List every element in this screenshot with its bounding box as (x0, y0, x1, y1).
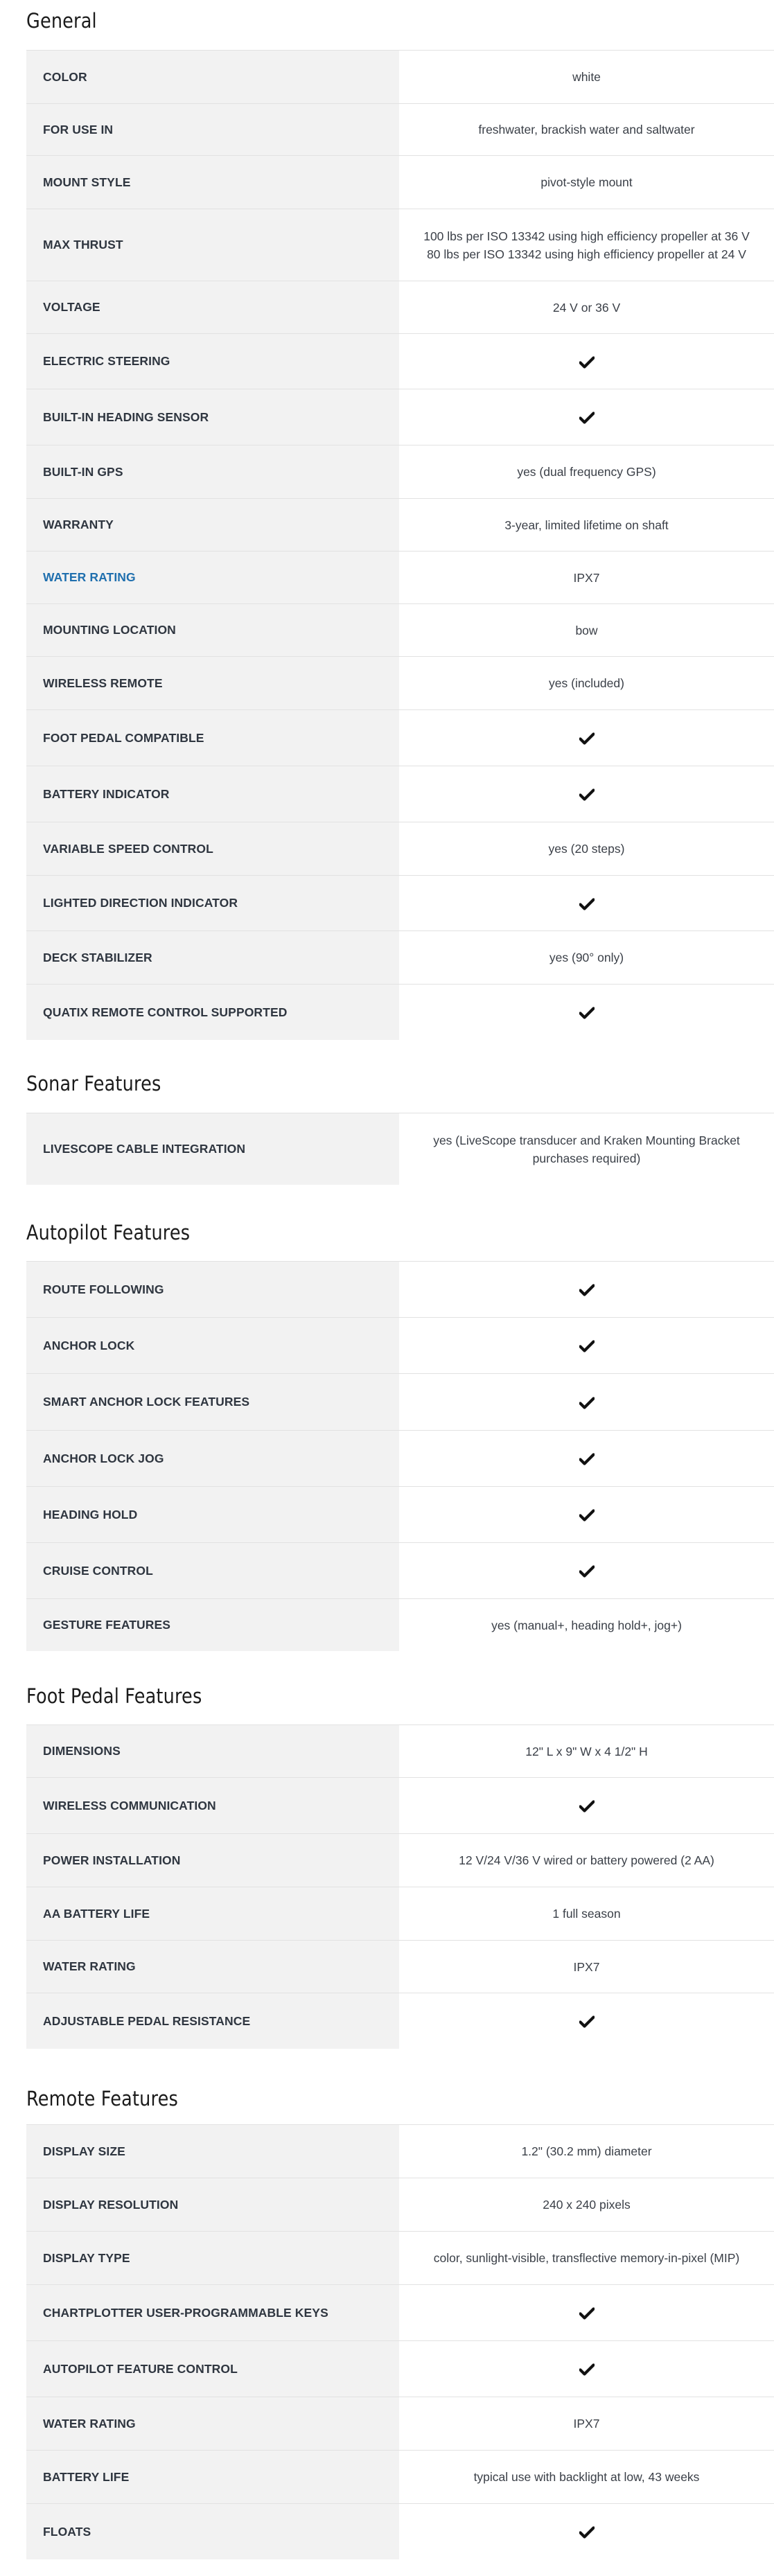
section-title: Foot Pedal Features (26, 1684, 202, 1708)
checkmark-icon (579, 2015, 595, 2027)
spec-row (26, 930, 774, 984)
spec-value (399, 1261, 774, 1317)
spec-label: ROUTE FOLLOWING (26, 1261, 399, 1317)
spec-value: 12" L x 9" W x 4 1/2" H (399, 1724, 774, 1777)
checkmark-icon (579, 1283, 595, 1296)
spec-label: SMART ANCHOR LOCK FEATURES (26, 1373, 399, 1430)
spec-row (26, 281, 774, 333)
spec-table (26, 1261, 774, 1651)
spec-row (26, 389, 774, 445)
spec-row (26, 1373, 774, 1430)
spec-label: AA BATTERY LIFE (26, 1887, 399, 1940)
spec-row (26, 498, 774, 551)
spec-row (26, 2450, 774, 2503)
spec-label: WARRANTY (26, 498, 399, 551)
section-title: Remote Features (26, 2087, 178, 2110)
spec-row (26, 445, 774, 498)
spec-value (399, 333, 774, 389)
spec-value (399, 875, 774, 930)
spec-label: DISPLAY SIZE (26, 2124, 399, 2178)
spec-value: color, sunlight-visible, transflective memory-in-pixel (MIP) (399, 2231, 774, 2284)
spec-value (399, 1993, 774, 2049)
checkmark-icon (579, 2363, 595, 2375)
spec-label: ADJUSTABLE PEDAL RESISTANCE (26, 1993, 399, 2049)
spec-row (26, 1261, 774, 1317)
spec-label: CRUISE CONTROL (26, 1542, 399, 1598)
spec-label: BATTERY INDICATOR (26, 766, 399, 822)
spec-row (26, 766, 774, 822)
spec-value (399, 2284, 774, 2340)
spec-row (26, 2231, 774, 2284)
spec-label: MAX THRUST (26, 209, 399, 281)
spec-row (26, 209, 774, 281)
spec-value (399, 2340, 774, 2397)
spec-value: yes (90° only) (399, 930, 774, 984)
spec-table (26, 50, 774, 1040)
spec-value: yes (dual frequency GPS) (399, 445, 774, 498)
spec-row (26, 2284, 774, 2340)
spec-row (26, 155, 774, 209)
spec-label: BATTERY LIFE (26, 2450, 399, 2503)
spec-row (26, 709, 774, 766)
spec-value: 24 V or 36 V (399, 281, 774, 333)
spec-value: bow (399, 603, 774, 656)
spec-row (26, 1598, 774, 1651)
spec-row (26, 875, 774, 930)
spec-label: VARIABLE SPEED CONTROL (26, 822, 399, 875)
spec-value: IPX7 (399, 2397, 774, 2450)
spec-value (399, 766, 774, 822)
spec-value (399, 1373, 774, 1430)
spec-label: WIRELESS REMOTE (26, 656, 399, 709)
spec-label: WATER RATING (26, 1940, 399, 1993)
checkmark-icon (579, 411, 595, 423)
spec-label: MOUNTING LOCATION (26, 603, 399, 656)
spec-label: FLOATS (26, 2503, 399, 2559)
checkmark-icon (579, 355, 595, 368)
spec-row (26, 551, 774, 603)
spec-table (26, 1724, 774, 2049)
checkmark-icon (579, 732, 595, 744)
spec-row (26, 1940, 774, 1993)
spec-value: yes (manual+, heading hold+, jog+) (399, 1598, 774, 1651)
spec-label: POWER INSTALLATION (26, 1833, 399, 1887)
spec-row (26, 1430, 774, 1486)
spec-label: BUILT-IN HEADING SENSOR (26, 389, 399, 445)
spec-label: ANCHOR LOCK JOG (26, 1430, 399, 1486)
spec-label-link[interactable]: WATER RATING (26, 551, 399, 603)
spec-row (26, 1833, 774, 1887)
spec-row (26, 2397, 774, 2450)
spec-value: IPX7 (399, 1940, 774, 1993)
checkmark-icon (579, 1564, 595, 1577)
spec-row (26, 333, 774, 389)
spec-row (26, 984, 774, 1040)
spec-value: 1 full season (399, 1887, 774, 1940)
spec-row (26, 603, 774, 656)
spec-label: MOUNT STYLE (26, 155, 399, 209)
spec-value: pivot-style mount (399, 155, 774, 209)
spec-value: 240 x 240 pixels (399, 2178, 774, 2231)
spec-row (26, 2503, 774, 2559)
spec-value (399, 1542, 774, 1598)
spec-label: DISPLAY RESOLUTION (26, 2178, 399, 2231)
spec-value (399, 984, 774, 1040)
spec-value: yes (20 steps) (399, 822, 774, 875)
spec-row (26, 1542, 774, 1598)
checkmark-icon (579, 1799, 595, 1812)
spec-label: ELECTRIC STEERING (26, 333, 399, 389)
spec-label: AUTOPILOT FEATURE CONTROL (26, 2340, 399, 2397)
spec-value: freshwater, brackish water and saltwater (399, 103, 774, 155)
checkmark-icon (579, 1339, 595, 1352)
spec-label: HEADING HOLD (26, 1486, 399, 1542)
checkmark-icon (579, 897, 595, 910)
spec-value: typical use with backlight at low, 43 weeks (399, 2450, 774, 2503)
spec-row (26, 1993, 774, 2049)
spec-value: 100 lbs per ISO 13342 using high efficiency propeller at 36 V 80 lbs per ISO 13342 using high efficiency propeller at 24 V (399, 209, 774, 281)
spec-label: LIVESCOPE CABLE INTEGRATION (26, 1113, 399, 1185)
spec-label: QUATIX REMOTE CONTROL SUPPORTED (26, 984, 399, 1040)
spec-label: FOOT PEDAL COMPATIBLE (26, 709, 399, 766)
spec-label: GESTURE FEATURES (26, 1598, 399, 1651)
spec-row (26, 2178, 774, 2231)
spec-value: IPX7 (399, 551, 774, 603)
spec-label: WIRELESS COMMUNICATION (26, 1777, 399, 1833)
spec-value: yes (LiveScope transducer and Kraken Mounting Bracket purchases required) (399, 1113, 774, 1185)
spec-row (26, 103, 774, 155)
spec-row (26, 1486, 774, 1542)
spec-label: DECK STABILIZER (26, 930, 399, 984)
section-title: General (26, 9, 97, 33)
spec-label: CHARTPLOTTER USER-PROGRAMMABLE KEYS (26, 2284, 399, 2340)
spec-value (399, 2503, 774, 2559)
spec-row (26, 1724, 774, 1777)
spec-value (399, 1777, 774, 1833)
spec-label: WATER RATING (26, 2397, 399, 2450)
checkmark-icon (579, 1508, 595, 1521)
spec-table (26, 2124, 774, 2559)
spec-value (399, 1486, 774, 1542)
spec-label: COLOR (26, 50, 399, 103)
checkmark-icon (579, 1396, 595, 1409)
spec-row (26, 2340, 774, 2397)
section-title: Autopilot Features (26, 1221, 191, 1244)
spec-row (26, 656, 774, 709)
spec-label: ANCHOR LOCK (26, 1317, 399, 1373)
spec-row (26, 1777, 774, 1833)
spec-value: yes (included) (399, 656, 774, 709)
spec-table (26, 1113, 774, 1185)
spec-label: LIGHTED DIRECTION INDICATOR (26, 875, 399, 930)
spec-value (399, 389, 774, 445)
spec-value: 1.2" (30.2 mm) diameter (399, 2124, 774, 2178)
section-title: Sonar Features (26, 1072, 161, 1095)
spec-label: DIMENSIONS (26, 1724, 399, 1777)
spec-row (26, 50, 774, 103)
spec-row (26, 1113, 774, 1185)
spec-value: white (399, 50, 774, 103)
spec-value (399, 709, 774, 766)
spec-row (26, 1887, 774, 1940)
checkmark-icon (579, 1452, 595, 1465)
checkmark-icon (579, 2525, 595, 2538)
spec-row (26, 1317, 774, 1373)
spec-row (26, 2124, 774, 2178)
spec-value: 12 V/24 V/36 V wired or battery powered (2 AA) (399, 1833, 774, 1887)
spec-label: DISPLAY TYPE (26, 2231, 399, 2284)
spec-value (399, 1430, 774, 1486)
spec-value (399, 1317, 774, 1373)
spec-label: VOLTAGE (26, 281, 399, 333)
checkmark-icon (579, 788, 595, 800)
spec-label: FOR USE IN (26, 103, 399, 155)
spec-label: BUILT-IN GPS (26, 445, 399, 498)
spec-value: 3-year, limited lifetime on shaft (399, 498, 774, 551)
checkmark-icon (579, 1006, 595, 1018)
checkmark-icon (579, 2306, 595, 2319)
spec-row (26, 822, 774, 875)
